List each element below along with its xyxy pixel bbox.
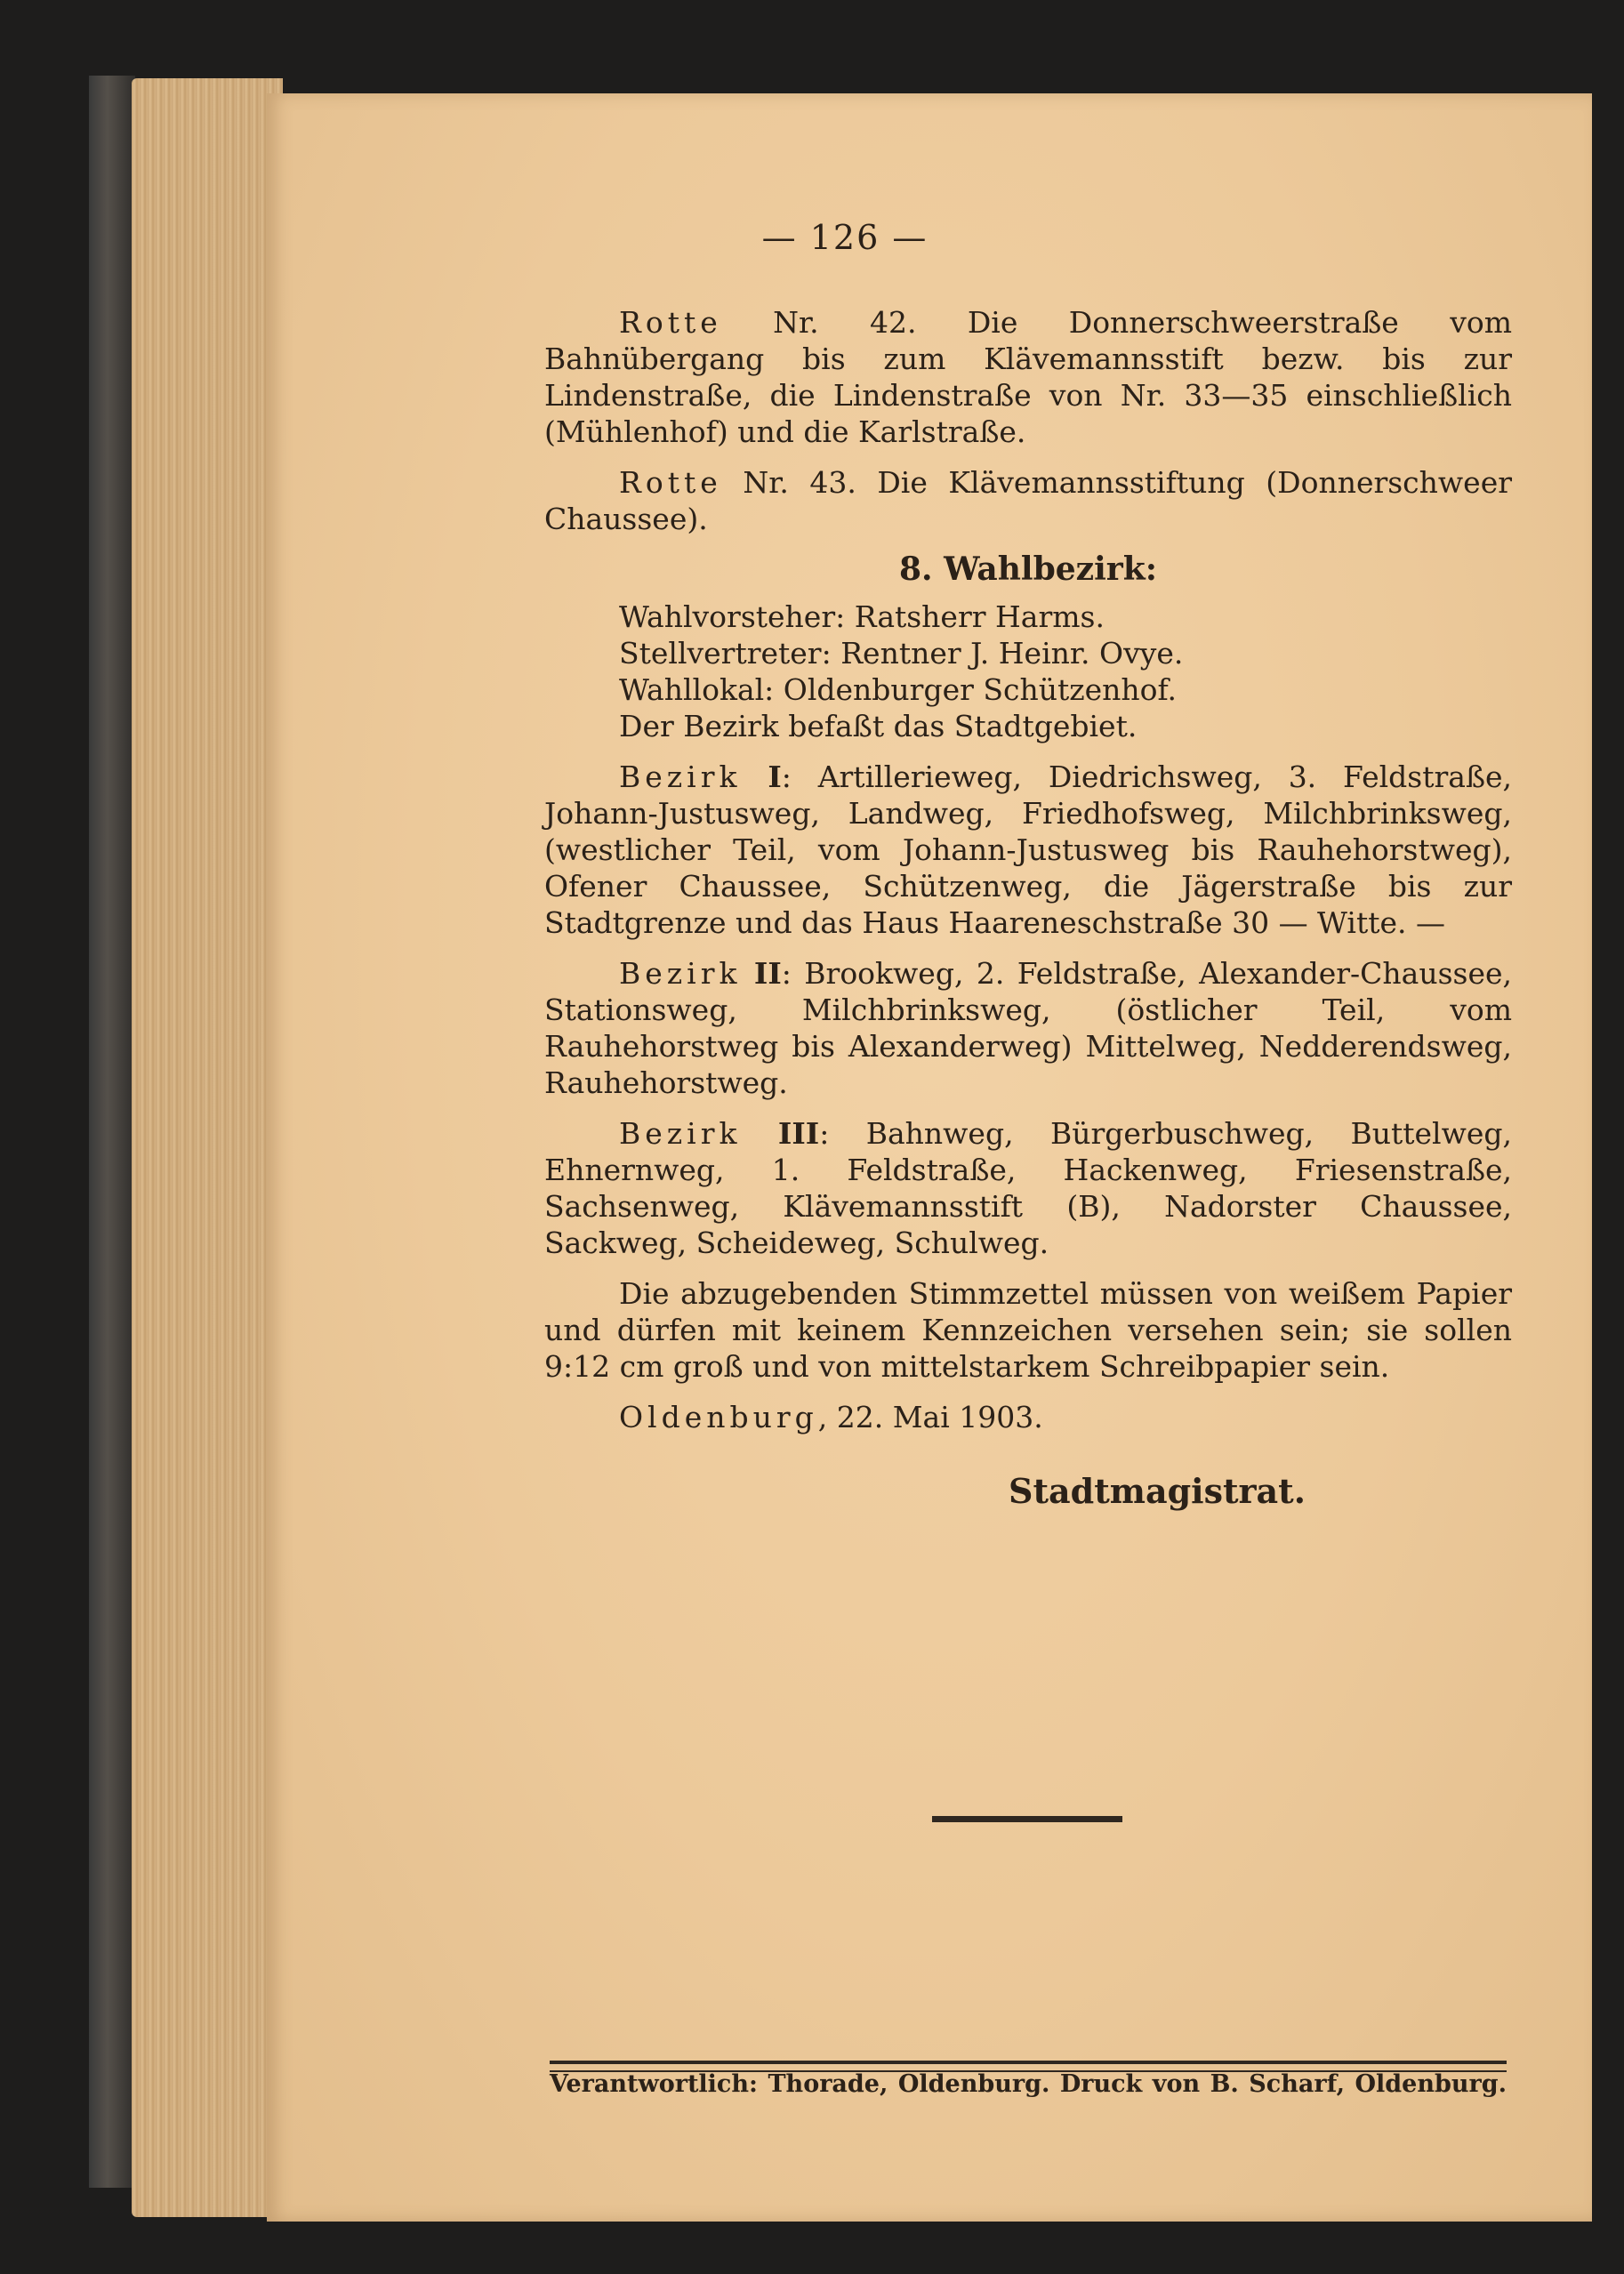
official-line: Wahllokal: Oldenburger Schützenhof. — [619, 672, 1178, 707]
bezirk-3-number: III — [777, 1116, 820, 1151]
paragraph-bezirk-2 — [544, 955, 1512, 1101]
closing-rule — [932, 1816, 1122, 1822]
page-body — [544, 304, 1512, 1509]
bezirk-2-label: Bezirk — [619, 956, 742, 991]
bezirk-2-number: II — [753, 956, 782, 991]
officials-list — [619, 599, 1512, 744]
section-heading: 8. Wahlbezirk: — [899, 550, 1157, 588]
bezirk-3-label: Bezirk — [619, 1116, 742, 1151]
bezirk-1-number: I — [768, 759, 782, 794]
bezirk-1-text: : Artillerieweg, Diedrichsweg, 3. Feldstraße, Johann-Justusweg, Landweg, Friedhofsweg, Milchbrinksweg, (westlicher Teil, vom Johann-Justusweg bis Rauhehorstweg), Ofener Chaussee, Schützenweg, die Jägerstraße bis zur Stadtgrenze und das Haus Haareneschstraße 30 — Witte. — — [544, 759, 1512, 940]
date-text: , 22. Mai 1903. — [817, 1400, 1043, 1434]
bezirk-2-text: : Brookweg, 2. Feldstraße, Alexander-Chaussee, Stationsweg, Milchbrinksweg, (östlicher Teil, vom Rauhehorstweg bis Alexanderweg) Mittelweg, Nedderendsweg, Rauhehorstweg. — [544, 956, 1512, 1100]
paragraph-rotte-43 — [544, 464, 1512, 537]
rotte-43-text: Nr. 43. Die Klävemannsstiftung (Donnerschweer Chaussee). — [544, 465, 1513, 536]
place-name: Oldenburg — [619, 1400, 818, 1434]
rotte-42-text: Nr. 42. Die Donnerschweerstraße vom Bahnübergang bis zum Klävemannsstift bezw. bis zur Lindenstraße, die Lindenstraße von Nr. 33—35 einschließlich (Mühlenhof) und die Karlstraße. — [544, 305, 1512, 449]
signature-stadtmagistrat: Stadtmagistrat. — [1009, 1471, 1306, 1511]
official-line: Stellvertreter: Rentner J. Heinr. Ovye. — [619, 636, 1184, 671]
official-line: Der Bezirk befaßt das Stadtgebiet. — [619, 709, 1138, 743]
place-date-line — [544, 1399, 1512, 1435]
paragraph-rotte-42 — [544, 304, 1512, 450]
printer-imprint: Verantwortlich: Thorade, Oldenburg. Druck von B. Scharf, Oldenburg. — [550, 2070, 1507, 2098]
paragraph-bezirk-1 — [544, 759, 1512, 941]
page-edges — [132, 78, 283, 2217]
paragraph-ballot-note: Die abzugebenden Stimmzettel müssen von weißem Papier und dürfen mit keinem Kennzeichen versehen sein; sie sollen 9:12 cm groß und von mittelstarkem Schreibpapier sein. — [544, 1276, 1512, 1384]
rotte-42-label: Rotte — [619, 305, 722, 340]
bezirk-1-label: Bezirk — [619, 759, 742, 794]
paragraph-bezirk-3 — [544, 1115, 1512, 1261]
page-number: — 126 — — [761, 218, 929, 257]
rotte-43-label: Rotte — [619, 465, 722, 500]
bezirk-3-text: : Bahnweg, Bürgerbuschweg, Buttelweg, Ehnernweg, 1. Feldstraße, Hackenweg, Friesenstraße, Sachsenweg, Klävemannsstift (B), Nadorster Chaussee, Sackweg, Scheideweg, Schulweg. — [544, 1116, 1512, 1260]
official-line: Wahlvorsteher: Ratsherr Harms. — [619, 599, 1105, 634]
book-spine — [89, 76, 135, 2188]
